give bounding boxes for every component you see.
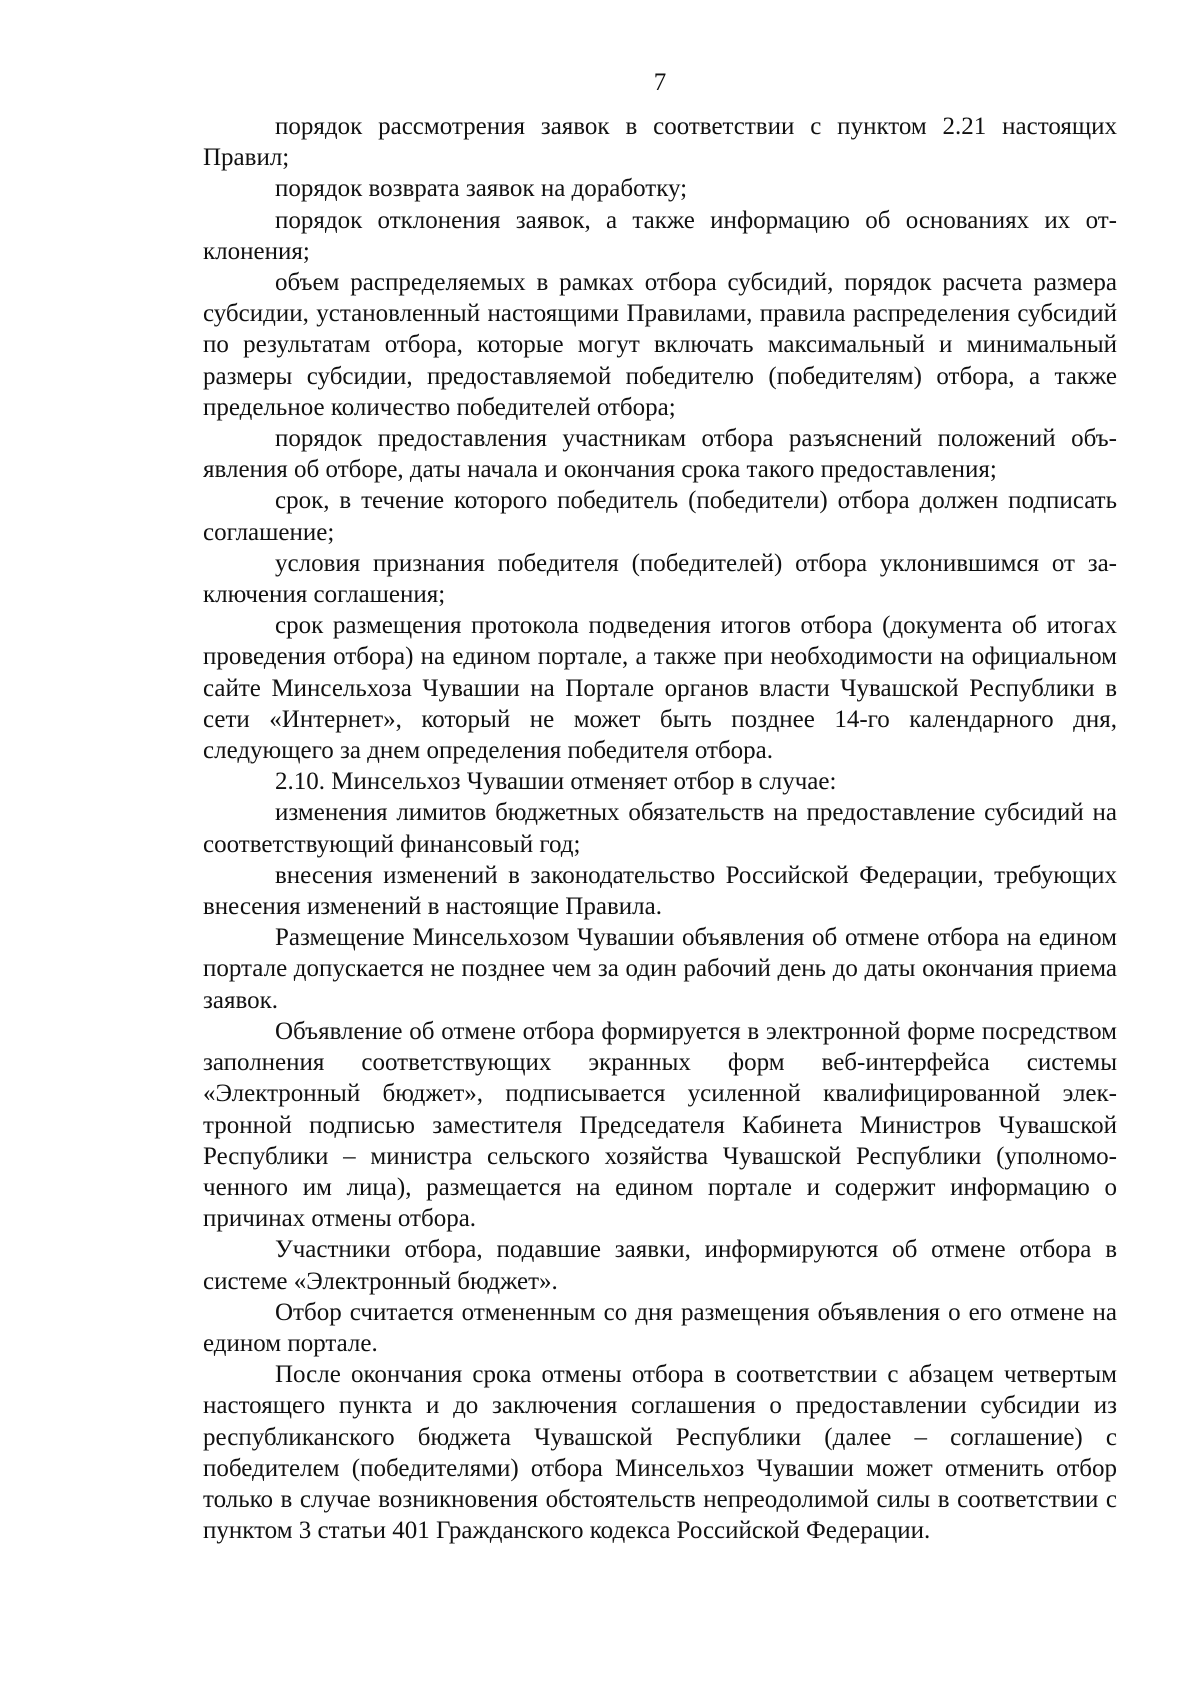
paragraph: Участники отбора, подавшие заявки, информируются об отмене отбора в системе «Электронный бюджет». <box>203 1236 1117 1295</box>
paragraph: условия признания победителя (победителей) отбора уклонившимся от заключения соглашения; <box>203 549 1117 609</box>
paragraph: Размещение Минсельхозом Чувашии объявления об отмене отбора на едином портале допускается не позднее чем за один рабочий день до даты окончания приема заявок. <box>203 924 1117 1014</box>
paragraph: порядок возврата заявок на доработку; <box>275 175 688 203</box>
paragraph: срок размещения протокола подведения итогов отбора (документа об итогах проведения отбора) на едином портале, а также при необходимости на официальном сайте Минсельхоза Чувашии на Портале органов власти Чувашской Республики в сети «Интернет», который не может быть позднее 14-го календарного дня, следующего за днем определения победителя отбора. <box>203 612 1117 765</box>
page-number: 7 <box>653 69 667 96</box>
paragraph: изменения лимитов бюджетных обязательств на предоставление субсидий на соответствующий финансовый год; <box>203 799 1117 858</box>
section-paragraph-2-10: 2.10. Минсельхоз Чувашии отменяет отбор в случае: <box>275 768 837 796</box>
document-body <box>203 111 1117 1546</box>
paragraph: После окончания срока отмены отбора в соответствии с абзацем четвертым настоящего пункта и до заключения соглашения о предоставлении субсидии из республиканского бюджета Чувашской Республики (далее – соглашение) с победителем (победителями) отбора Минсельхоз Чувашии может отменить отбор только в случае возникновения обстоятельств непреодолимой силы в соответствии с пунктом 3 статьи 401 Гражданского кодекса Российской Федерации. <box>203 1361 1117 1545</box>
paragraph: порядок отклонения заявок, а также информацию об основаниях их отклонения; <box>203 206 1117 265</box>
paragraph: Отбор считается отмененным со дня размещения объявления о его отмене на едином портале. <box>203 1298 1117 1357</box>
paragraph: Объявление об отмене отбора формируется в электронной форме посредством заполнения соответствующих экранных форм веб-интерфейса системы «Электронный бюджет», подписывается усиленной квалифицированной электронной подписью заместителя Председателя Кабинета Министров Чувашской Республики – министра сельского хозяйства Чувашской Республики (уполномоченного им лица), размещается на едином портале и содержит информацию о причинах отмены отбора. <box>203 1017 1117 1233</box>
paragraph: срок, в течение которого победитель (победители) отбора должен подписать соглашение; <box>203 487 1117 546</box>
paragraph: порядок предоставления участникам отбора разъяснений положений объявления об отборе, даты начала и окончания срока такого предоставления; <box>203 425 1117 484</box>
paragraph: объем распределяемых в рамках отбора субсидий, порядок расчета размера субсидии, установленный настоящими Правилами, правила распределения субсидий по результатам отбора, которые могут включать максимальный и минимальный размеры субсидии, предоставляемой победителю (победителям) отбора, а также предельное количество победителей отбора; <box>203 269 1117 421</box>
paragraph: порядок рассмотрения заявок в соответствии с пунктом 2.21 настоящих Правил; <box>203 113 1117 172</box>
paragraph: внесения изменений в законодательство Российской Федерации, требующих внесения изменений в настоящие Правила. <box>203 861 1117 921</box>
